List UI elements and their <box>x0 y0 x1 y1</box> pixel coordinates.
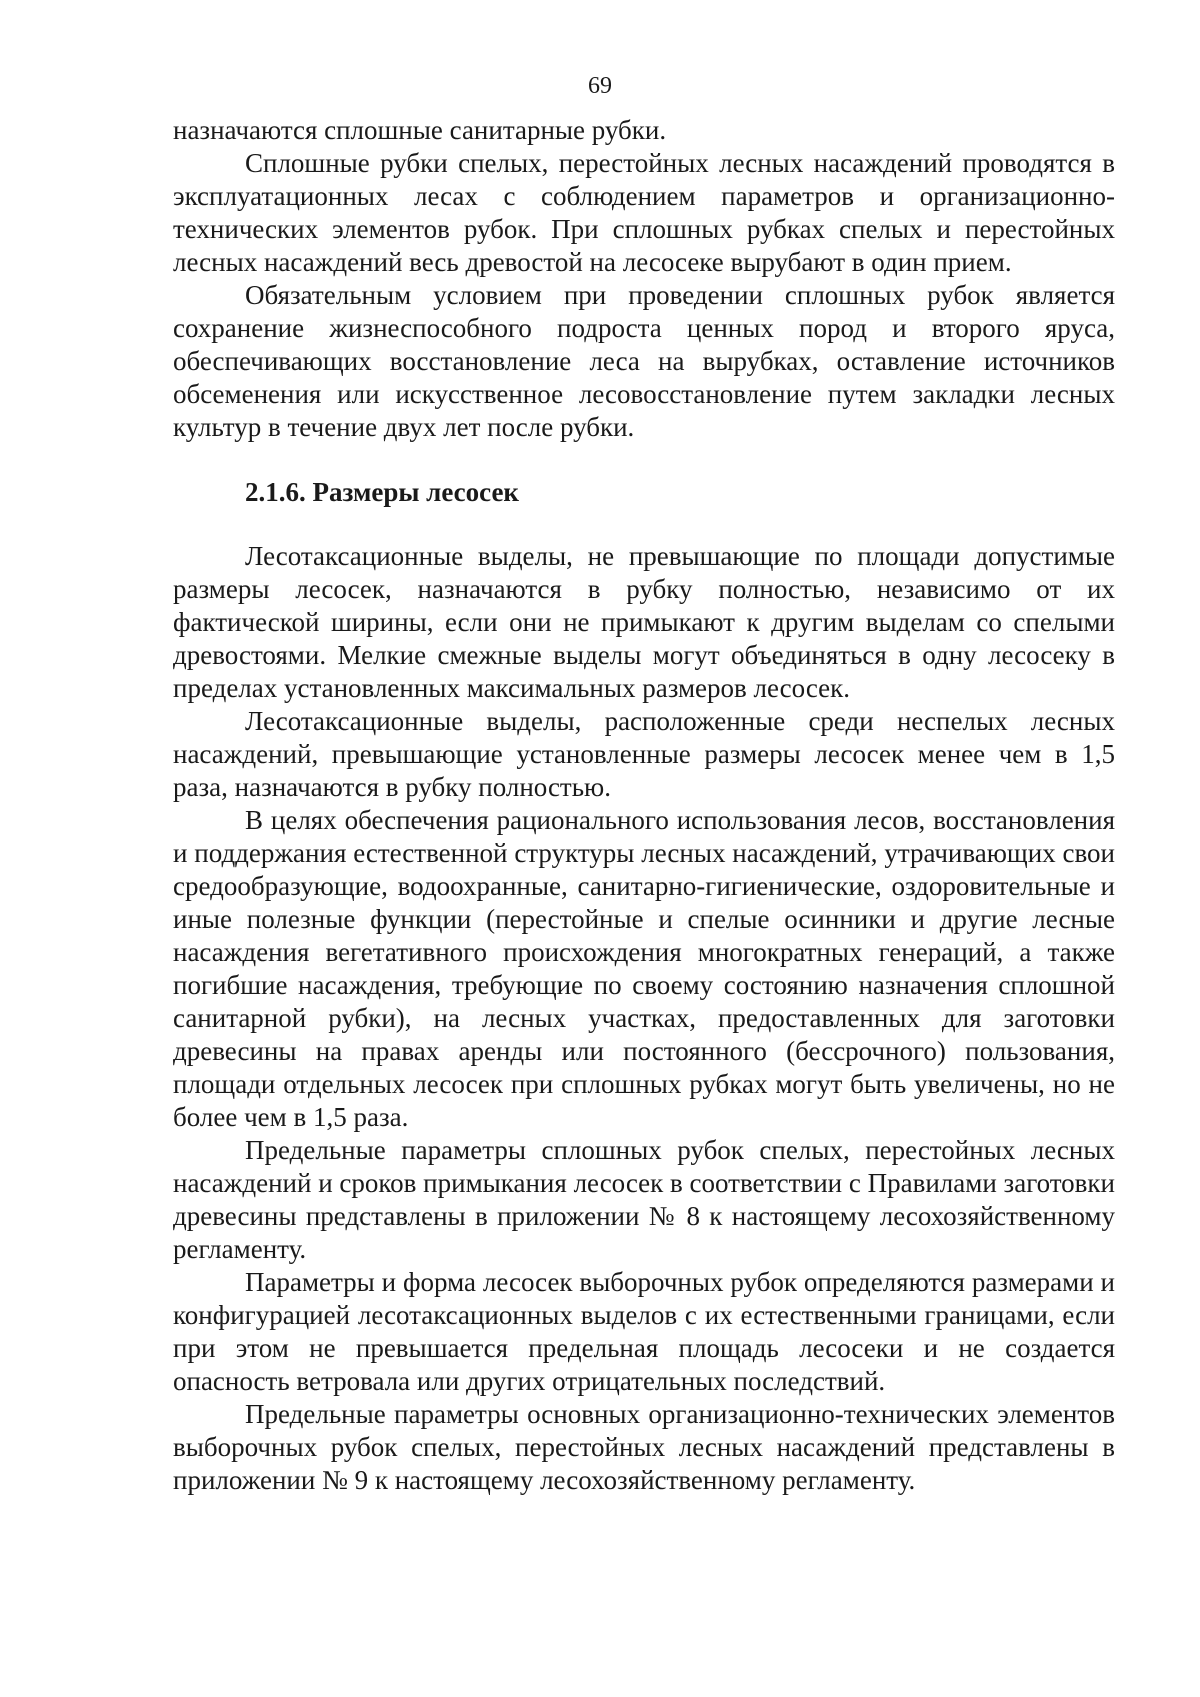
paragraph-continuation: назначаются сплошные санитарные рубки. <box>173 115 667 145</box>
paragraph-unripe-surroundings: Лесотаксационные выделы, расположенные среди неспелых лесных насаждений, превышающие установленные размеры лесосек менее чем в 1,5 раза, назначаются в рубку полностью. <box>173 706 1115 802</box>
paragraph-rational-use: В целях обеспечения рационального использования лесов, восстановления и поддержания естественной структуры лесных насаждений, утрачивающих свои средообразующие, водоохранные, санитарно-гигиенические, оздоровительные и иные полезные функции (перестойные и спелые осинники и другие лесные насаждения вегетативного происхождения многократных генераций, а также погибшие насаждения, требующие по своему состоянию назначения сплошной санитарной рубки), на лесных участках, предоставленных для заготовки древесины на правах аренды или постоянного (бессрочного) пользования, площади отдельных лесосек при сплошных рубках могут быть увеличены, но не более чем в 1,5 раза. <box>173 805 1115 1132</box>
paragraph-selective-cutting: Параметры и форма лесосек выборочных рубок определяются размерами и конфигурацией лесотаксационных выделов с их естественными границами, если при этом не превышается предельная площадь лесосеки и не создается опасность ветровала или других отрицательных последствий. <box>173 1267 1115 1396</box>
paragraph-mandatory-condition: Обязательным условием при проведении сплошных рубок является сохранение жизнеспособного подроста ценных пород и второго яруса, обеспечивающих восстановление леса на вырубках, оставление источников обсеменения или искусственное лесовосстановление путем закладки лесных культур в течение двух лет после рубки. <box>173 280 1115 442</box>
paragraph-clearcut-mature: Сплошные рубки спелых, перестойных лесных насаждений проводятся в эксплуатационных лесах с соблюдением параметров и организационно-технических элементов рубок. При сплошных рубках спелых и перестойных лесных насаждений весь древостой на лесосеке вырубают в один прием. <box>173 148 1115 277</box>
document-body <box>173 114 1115 1497</box>
section-heading: 2.1.6. Размеры лесосек <box>245 477 519 507</box>
paragraph-appendix-9: Предельные параметры основных организационно-технических элементов выборочных рубок спелых, перестойных лесных насаждений представлены в приложении № 9 к настоящему лесохозяйственному регламенту. <box>173 1399 1115 1495</box>
paragraph-forest-units: Лесотаксационные выделы, не превышающие по площади допустимые размеры лесосек, назначаются в рубку полностью, независимо от их фактической ширины, если они не примыкают к другим выделам со спелыми древостоями. Мелкие смежные выделы могут объединяться в одну лесосеку в пределах установленных максимальных размеров лесосек. <box>173 541 1115 703</box>
page-number: 69 <box>588 73 612 99</box>
paragraph-appendix-8: Предельные параметры сплошных рубок спелых, перестойных лесных насаждений и сроков примыкания лесосек в соответствии с Правилами заготовки древесины представлены в приложении № 8 к настоящему лесохозяйственному регламенту. <box>173 1135 1115 1264</box>
